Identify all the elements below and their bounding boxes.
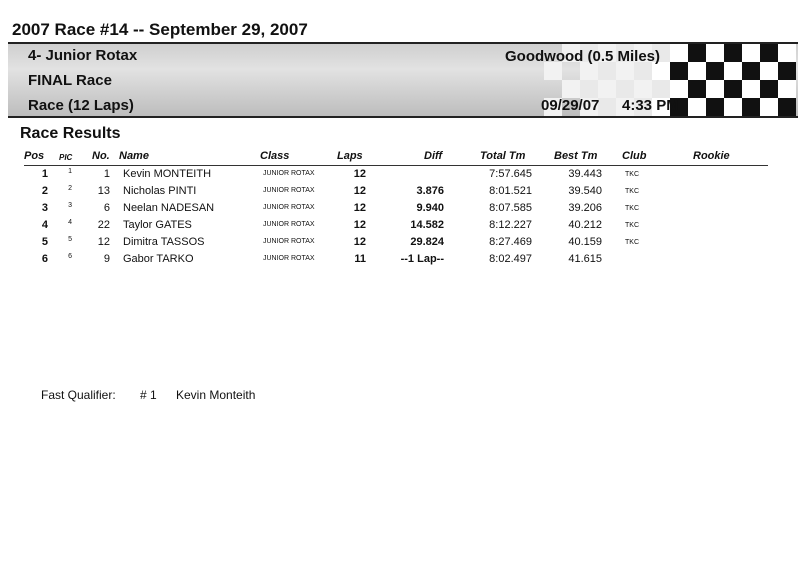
race-type: FINAL Race [28, 72, 112, 89]
cell-class: JUNIOR ROTAX [263, 238, 315, 245]
fast-qualifier-number: # 1 [140, 388, 157, 402]
cell-name: Nicholas PINTI [123, 185, 197, 197]
cell-total: 8:27.469 [489, 236, 532, 248]
race-time: 4:33 PM [622, 97, 679, 114]
cell-name: Neelan NADESAN [123, 202, 215, 214]
cell-pic: 6 [68, 253, 72, 260]
cell-laps: 12 [353, 202, 366, 214]
cell-no: 12 [97, 236, 110, 248]
fast-qualifier-name: Kevin Monteith [176, 388, 256, 402]
event-name: 4- Junior Rotax [28, 47, 138, 64]
divider [8, 116, 798, 118]
header-total: Total Tm [480, 150, 526, 162]
header-name: Name [119, 150, 149, 162]
race-banner [8, 44, 798, 116]
cell-best: 40.159 [568, 236, 602, 248]
cell-pic: 5 [68, 236, 72, 243]
cell-club: TKC [625, 222, 639, 229]
cell-diff: --1 Lap-- [400, 253, 444, 265]
header-laps: Laps [337, 150, 363, 162]
cell-club: TKC [625, 171, 639, 178]
track-name: Goodwood (0.5 Miles) [505, 48, 661, 65]
cell-club: TKC [625, 205, 639, 212]
header-diff: Diff [424, 150, 443, 162]
cell-total: 7:57.645 [489, 168, 532, 180]
cell-class: JUNIOR ROTAX [263, 170, 315, 177]
header-no: No. [92, 150, 110, 162]
cell-pos: 1 [41, 168, 48, 180]
header-club: Club [622, 150, 647, 162]
cell-name: Gabor TARKO [123, 253, 194, 265]
header-pos: Pos [24, 150, 45, 162]
cell-class: JUNIOR ROTAX [263, 255, 315, 262]
cell-total: 8:01.521 [489, 185, 532, 197]
cell-laps: 12 [353, 236, 366, 248]
cell-pos: 4 [41, 219, 48, 231]
cell-best: 39.206 [568, 202, 602, 214]
fast-qualifier-label: Fast Qualifier: [41, 388, 116, 402]
cell-diff: 29.824 [410, 236, 444, 248]
cell-laps: 12 [353, 219, 366, 231]
header-class: Class [260, 150, 290, 162]
cell-diff: 14.582 [410, 219, 444, 231]
cell-pic: 4 [68, 219, 72, 226]
page-title: 2007 Race #14 -- September 29, 2007 [12, 20, 308, 39]
cell-pic: 1 [68, 168, 72, 175]
cell-best: 41.615 [568, 253, 602, 265]
cell-total: 8:02.497 [489, 253, 532, 265]
cell-best: 40.212 [568, 219, 602, 231]
race-date: 09/29/07 [541, 97, 600, 114]
cell-no: 13 [97, 185, 110, 197]
cell-diff: 3.876 [416, 185, 444, 197]
race-laps: Race (12 Laps) [28, 97, 134, 114]
cell-laps: 11 [354, 253, 366, 265]
cell-pic: 3 [68, 202, 72, 209]
header-pic: PIC [59, 153, 73, 162]
cell-no: 9 [103, 253, 110, 265]
cell-name: Kevin MONTEITH [123, 168, 212, 180]
cell-no: 6 [103, 202, 110, 214]
cell-laps: 12 [353, 185, 366, 197]
cell-diff: 9.940 [416, 202, 444, 214]
cell-club: TKC [625, 188, 639, 195]
cell-pos: 3 [41, 202, 48, 214]
cell-pos: 2 [41, 185, 48, 197]
header-rookie: Rookie [693, 150, 730, 162]
cell-pos: 6 [41, 253, 48, 265]
cell-pic: 2 [68, 185, 72, 192]
cell-no: 22 [97, 219, 110, 231]
section-title: Race Results [20, 125, 121, 142]
cell-laps: 12 [353, 168, 366, 180]
header-divider [24, 165, 768, 166]
cell-class: JUNIOR ROTAX [263, 221, 315, 228]
cell-best: 39.540 [568, 185, 602, 197]
cell-class: JUNIOR ROTAX [263, 204, 315, 211]
cell-no: 1 [103, 168, 110, 180]
cell-name: Taylor GATES [123, 219, 192, 231]
cell-club: TKC [625, 239, 639, 246]
header-best: Best Tm [554, 150, 598, 162]
cell-name: Dimitra TASSOS [123, 236, 205, 248]
cell-pos: 5 [41, 236, 48, 248]
cell-total: 8:12.227 [489, 219, 532, 231]
cell-class: JUNIOR ROTAX [263, 187, 315, 194]
cell-best: 39.443 [568, 168, 602, 180]
cell-total: 8:07.585 [489, 202, 532, 214]
